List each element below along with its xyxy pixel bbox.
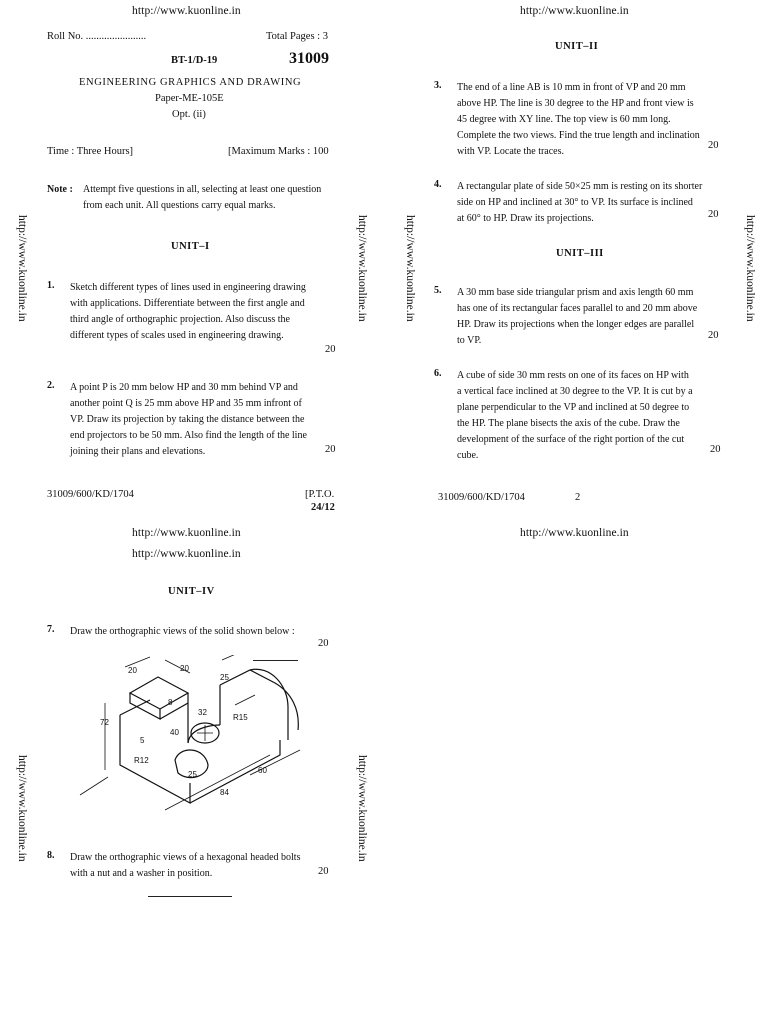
footer-code: 31009/600/KD/1704 — [438, 492, 525, 503]
question-marks: 20 — [710, 444, 721, 455]
paper-number: 31009 — [289, 50, 329, 67]
note-line-2: from each unit. All questions carry equal marks. — [83, 200, 276, 211]
side-url[interactable]: http://www.kuonline.in — [16, 755, 28, 862]
question-text: A cube of side 30 mm rests on one of its faces on HP with a vertical face inclined at 30 degree to the VP. It is cut by a plane perpendicular to the VP and inclined at 50 degree to the HP. The plane bisects the axis of the cube. Draw the development of the surface of the right portion of the cut cube. — [457, 370, 693, 461]
question-text: A 30 mm base side triangular prism and axis length 60 mm has one of its rectangular faces parallel to and 20 mm above HP. Draw its projections when the longer edges are parallel to VP. — [457, 287, 698, 346]
dimension-label: 84 — [220, 788, 229, 797]
question-text: Draw the orthographic views of the solid shown below : — [70, 626, 295, 637]
question-marks: 20 — [708, 330, 719, 341]
question-marks: 20 — [318, 638, 329, 649]
unit-4-heading: UNIT–IV — [168, 586, 215, 597]
header-url[interactable]: http://www.kuonline.in — [132, 5, 241, 17]
dimension-label: 20 — [128, 666, 137, 675]
header-url[interactable]: http://www.kuonline.in — [520, 5, 629, 17]
max-marks: [Maximum Marks : 100 — [228, 146, 329, 157]
question-marks: 20 — [708, 209, 719, 220]
question-text: A rectangular plate of side 50×25 mm is resting on its shorter side on HP and inclined at 30° to VP. Its surface is inclined at 60° to HP. Draw its projections. — [457, 181, 703, 224]
question-text: Sketch different types of lines used in engineering drawing with applications. Differentiate between the first angle and third angle of orthographic projection. Also discuss the different types of scales used in engineering drawing. — [70, 282, 306, 341]
exam-date: 24/12 — [311, 502, 335, 513]
side-url[interactable]: http://www.kuonline.in — [356, 215, 368, 322]
question-marks: 20 — [318, 866, 329, 877]
question-number: 7. — [47, 624, 55, 635]
side-url[interactable]: http://www.kuonline.in — [404, 215, 416, 322]
question-number: 1. — [47, 280, 55, 291]
unit-2-heading: UNIT–II — [555, 41, 599, 52]
dimension-label: 25 — [188, 770, 197, 779]
paper-title: ENGINEERING GRAPHICS AND DRAWING — [79, 77, 302, 88]
question-text: The end of a line AB is 10 mm in front of VP and 20 mm above HP. The line is 30 degree to the HP and front view is 45 degree with XY line. The top view is 60 mm long. Complete the two views. Find the true length and inclination with VP. Locate the traces. — [457, 82, 700, 157]
question-text: A point P is 20 mm below HP and 30 mm behind VP and another point Q is 25 mm above HP and 35 mm infront of VP. Draw its projection by taking the distance between the end projectors to be 50 mm. Also find the length of the line joining their plans and elevations. — [70, 382, 307, 457]
dimension-label: 8 — [168, 698, 173, 707]
dimension-label: 20 — [180, 664, 189, 673]
dimension-label: 25 — [220, 673, 229, 682]
dimension-label: R15 — [233, 713, 248, 722]
paper-option: Opt. (ii) — [172, 109, 206, 120]
unit-3-heading: UNIT–III — [556, 248, 604, 259]
footer-code: 31009/600/KD/1704 — [47, 489, 134, 500]
side-url[interactable]: http://www.kuonline.in — [16, 215, 28, 322]
note-line-1: Attempt five questions in all, selecting at least one question — [83, 184, 322, 195]
question-number: 3. — [434, 80, 442, 91]
footer-url[interactable]: http://www.kuonline.in — [520, 527, 629, 539]
question-marks: 20 — [325, 344, 336, 355]
question-number: 5. — [434, 285, 442, 296]
question-number: 8. — [47, 850, 55, 861]
dimension-label: R12 — [134, 756, 149, 765]
isometric-solid-figure — [70, 655, 340, 840]
dimension-label: 32 — [198, 708, 207, 717]
total-pages: Total Pages : 3 — [266, 31, 328, 42]
question-marks: 20 — [325, 444, 336, 455]
question-number: 6. — [434, 368, 442, 379]
rule-line — [148, 896, 232, 897]
paper-code: Paper-ME-105E — [155, 93, 224, 104]
question-number: 2. — [47, 380, 55, 391]
header-url[interactable]: http://www.kuonline.in — [132, 548, 241, 560]
exam-code: BT-1/D-19 — [171, 55, 218, 66]
roll-number: Roll No. ....................... — [47, 31, 147, 42]
question-number: 4. — [434, 179, 442, 190]
dimension-label: 60 — [258, 766, 267, 775]
dimension-label: 72 — [100, 718, 109, 727]
dimension-label: 5 — [140, 736, 145, 745]
dimension-label: 40 — [170, 728, 179, 737]
question-marks: 20 — [708, 140, 719, 151]
note-label: Note : — [47, 184, 73, 195]
side-url[interactable]: http://www.kuonline.in — [356, 755, 368, 862]
pto-label: [P.T.O. — [305, 489, 335, 500]
footer-url[interactable]: http://www.kuonline.in — [132, 527, 241, 539]
unit-1-heading: UNIT–I — [171, 241, 210, 252]
side-url[interactable]: http://www.kuonline.in — [744, 215, 756, 322]
page-number: 2 — [575, 492, 581, 503]
question-text: Draw the orthographic views of a hexagonal headed bolts with a nut and a washer in position. — [70, 852, 301, 879]
exam-time: Time : Three Hours] — [47, 146, 134, 157]
